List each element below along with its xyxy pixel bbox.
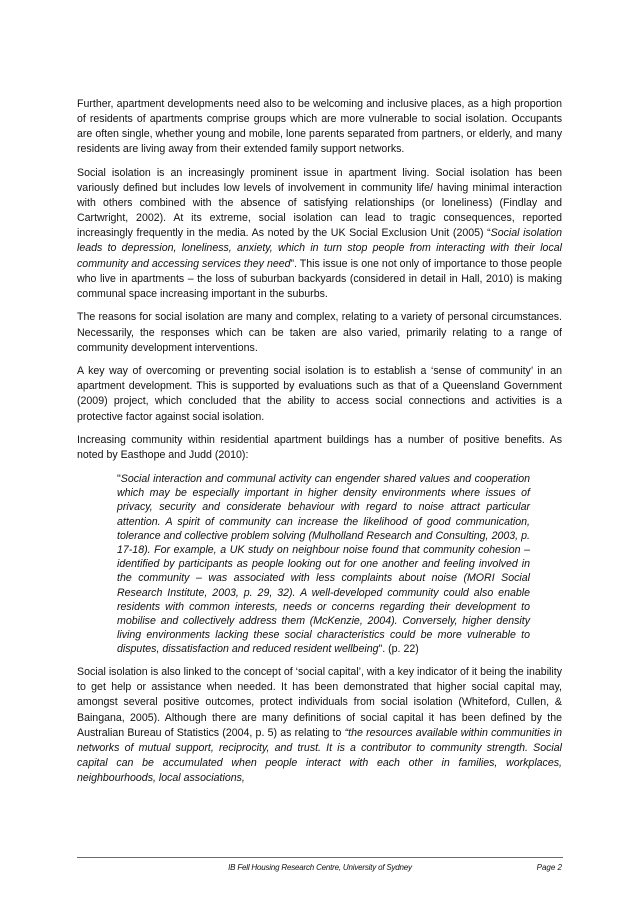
social-exclusion-unit-quote: Social isolation leads to depression, loneliness, anxiety, which in turn stop people from interacting with their local community and accessing services they need — [77, 227, 562, 270]
paragraph-positive-benefits: Increasing community within residential apartment buildings has a number of positive benefits. As noted by Easthope and Judd (2010): — [77, 434, 562, 462]
document-body — [77, 97, 562, 795]
quote-text: Social interaction and communal activity can engender shared values and cooperation which may be especially important in higher density environments where issues of privacy, security and considerate behaviour with regard to noise attract particular attention. A spirit of community can increase the likelihood of good communication, tolerance and collective problem solving (Mulholland Research and Consulting, 2003, p. 17-18). For example, a UK study on neighbour noise found that community cohesion – identified by participants as people looking out for one another and feeling involved in the community – was associated with less complaints about noise (MORI Social Research Institute, 2003, p. 29, 32). A well-developed community could also enable residents with common interests, needs or concerns regarding their development to mobilise and collectively address them (McKenzie, 2004). Conversely, higher density living environments lacking these social characteristics could be more vulnerable to disputes, dissatisfaction and reduced resident wellbeing — [117, 473, 530, 656]
quote-open-mark: " — [117, 473, 121, 486]
paragraph-apartment-inclusive: Further, apartment developments need also to be welcoming and inclusive places, as a high proportion of residents of apartments comprise groups which are more vulnerable to social isolation. Occupants are often single, whether young and mobile, lone parents separated from partners, or elderly, and many residents are living away from their extended family support networks. — [77, 98, 562, 156]
paragraph-text: ”. This issue is one not only of importance to those people who live in apartments – the loss of suburban backyards (considered in detail in Hall, 2010) is making communal space increasing important in the suburbs. — [77, 257, 562, 300]
paragraph-reasons: The reasons for social isolation are many and complex, relating to a variety of personal circumstances. Necessarily, the responses which can be taken are also varied, primarily relating to a range of community development interventions. — [77, 311, 562, 354]
abs-definition-quote: “the resources available within communities in networks of mutual support, reciprocity, and trust. It is a contributor to community strength. Social capital can be accumulated when people interact with each other in families, workplaces, neighbourhoods, local associations, — [77, 726, 563, 784]
page-number: Page 2 — [536, 863, 562, 872]
quote-citation: ". (p. 22) — [378, 643, 419, 656]
paragraph-text: Social isolation is also linked to the concept of ‘social capital’, with a key indicator of it being the inability to get help or assistance when needed. It has been demonstrated that higher social capital may, amongst several positive outcomes, protect individuals from social isolation (Whiteford, Cullen, & Baingana, 2005). Although there are many definitions of social capital it has been defined by the Australian Bureau of Statistics (2004, p. 5) as relating to — [77, 666, 562, 739]
footer-source: IB Fell Housing Research Centre, University of Sydney — [228, 863, 412, 872]
paragraph-social-capital — [77, 665, 562, 786]
paragraph-sense-of-community: A key way of overcoming or preventing social isolation is to establish a ‘sense of community’ in an apartment development. This is supported by evaluations such as that of a Queensland Government (2009) project, which concluded that the ability to access social connections and activities is a protective factor against social isolation. — [77, 365, 562, 423]
easthope-judd-block-quote — [77, 472, 562, 657]
paragraph-social-isolation-definition — [77, 166, 562, 302]
footer-divider — [77, 857, 563, 858]
paragraph-text: Social isolation is an increasingly prominent issue in apartment living. Social isolation has been variously defined but includes low levels of involvement in community life/ having minimal interaction with others combined with the absence of satisfying relationships (or loneliness) (Findlay and Cartwright, 2002). At its extreme, social isolation can lead to tragic consequences, reported increasingly frequently in the media. As noted by the UK Social Exclusion Unit (2005) “ — [77, 166, 562, 240]
